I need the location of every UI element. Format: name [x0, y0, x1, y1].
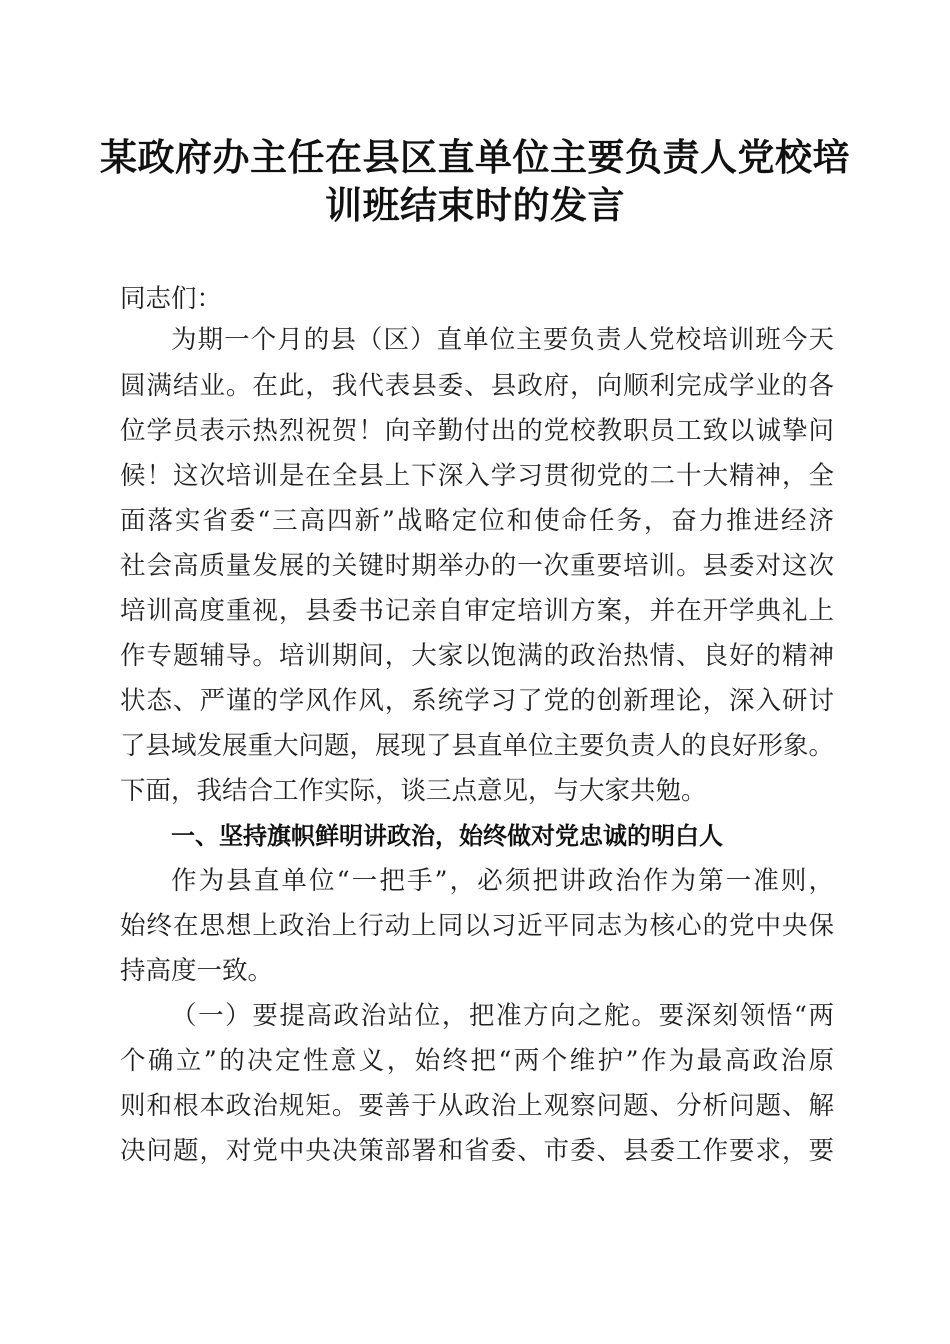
intro-line-11: 下面，我结合工作实际，谈三点意见，与大家共勉。 [120, 776, 707, 806]
section-one-line-3: 持高度一致。 [120, 956, 274, 986]
subsection-one-line-3: 则和根本政治规矩。要善于从政治上观察问题、分析问题、解 [120, 1091, 834, 1121]
section-one-heading: 一、坚持旗帜鲜明讲政治，始终做对党忠诚的明白人 [171, 822, 723, 850]
intro-line-6: 社会高质量发展的关键时期举办的一次重要培训。县委对这次 [120, 551, 834, 581]
intro-line-1: 为期一个月的县（区）直单位主要负责人党校培训班今天 [171, 325, 834, 355]
subsection-one-line-4: 决问题，对党中央决策部署和省委、市委、县委工作要求，要 [120, 1136, 834, 1166]
document-title [100, 133, 850, 229]
section-one-line-1: 作为县直单位“一把手”，必须把讲政治作为第一准则， [171, 866, 834, 896]
salutation: 同志们： [120, 284, 223, 314]
section-one-line-2: 始终在思想上政治上行动上同以习近平同志为核心的党中央保 [120, 911, 834, 941]
intro-line-2: 圆满结业。在此，我代表县委、县政府，向顺利完成学业的各 [120, 371, 834, 401]
intro-line-4: 候！这次培训是在全县上下深入学习贯彻党的二十大精神，全 [120, 461, 834, 491]
intro-line-8: 作专题辅导。培训期间，大家以饱满的政治热情、良好的精神 [120, 641, 834, 671]
intro-line-7: 培训高度重视，县委书记亲自审定培训方案，并在开学典礼上 [120, 596, 834, 626]
title-line-1: 某政府办主任在县区直单位主要负责人党校培 [100, 135, 850, 179]
intro-line-10: 了县域发展重大问题，展现了县直单位主要负责人的良好形象。 [120, 731, 835, 761]
intro-line-5: 面落实省委“三高四新”战略定位和使命任务，奋力推进经济 [120, 506, 834, 536]
intro-line-9: 状态、严谨的学风作风，系统学习了党的创新理论，深入研讨 [120, 686, 834, 716]
title-line-2: 训班结束时的发言 [325, 183, 625, 227]
intro-line-3: 位学员表示热烈祝贺！向辛勤付出的党校教职员工致以诚挚问 [120, 416, 834, 446]
subsection-one-line-2: 个确立”的决定性意义，始终把“两个维护”作为最高政治原 [120, 1046, 834, 1076]
subsection-one-line-1: （一）要提高政治站位，把准方向之舵。要深刻领悟“两 [171, 1001, 834, 1031]
